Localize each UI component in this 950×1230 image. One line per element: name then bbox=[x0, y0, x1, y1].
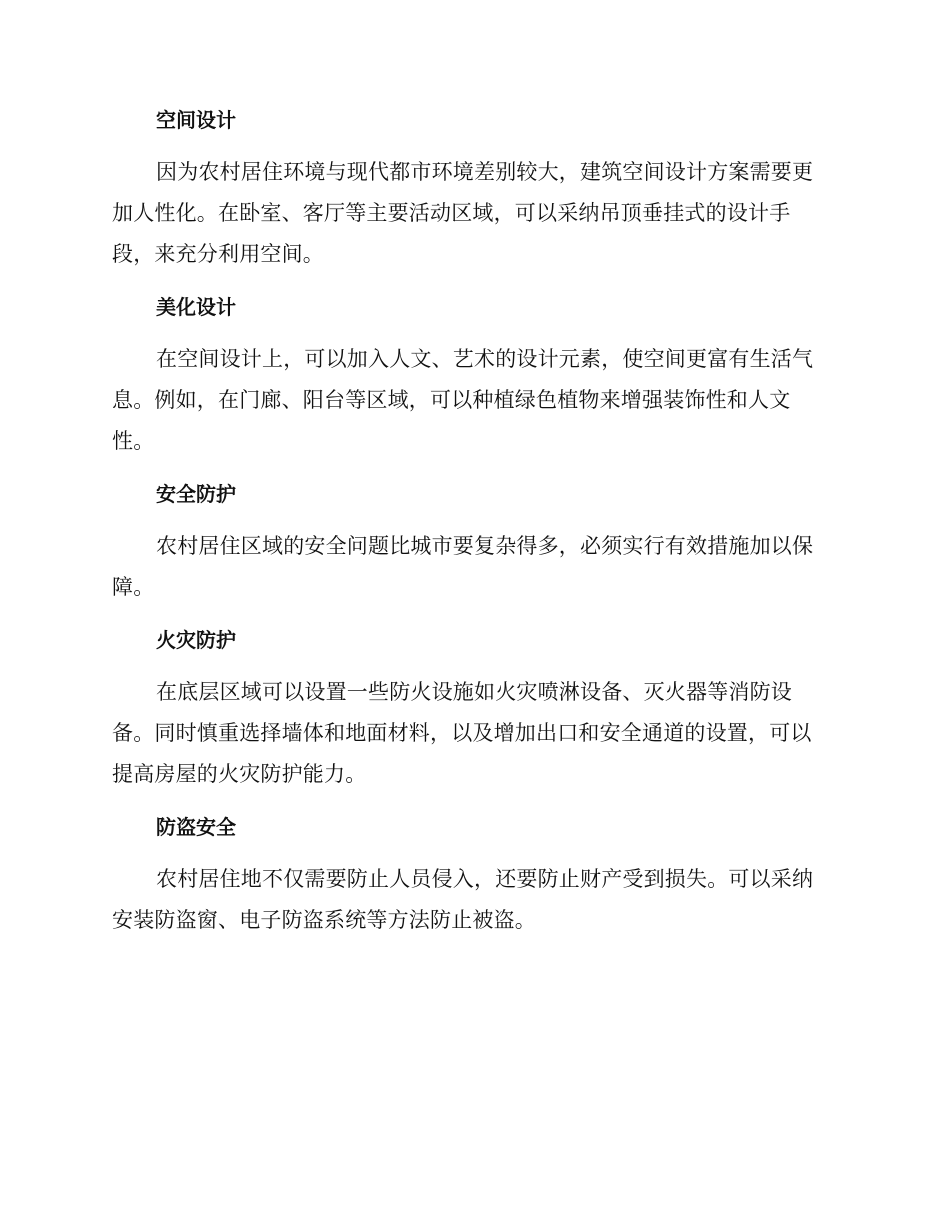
section-heading: 安全防护 bbox=[156, 482, 236, 506]
section-fire-protection bbox=[112, 626, 832, 795]
section-safety-protection bbox=[112, 480, 832, 608]
section-beautification-design bbox=[112, 293, 832, 462]
section-paragraph: 农村居住区域的安全问题比城市要复杂得多，必须实行有效措施加以保障。 bbox=[112, 534, 814, 599]
section-paragraph: 在空间设计上，可以加入人文、艺术的设计元素，使空间更富有生活气息。例如，在门廊、阳台等区域，可以种植绿色植物来增强装饰性和人文性。 bbox=[112, 347, 814, 453]
section-heading: 防盗安全 bbox=[156, 815, 236, 839]
document-page bbox=[112, 106, 832, 959]
section-space-design bbox=[112, 106, 832, 275]
section-paragraph: 在底层区域可以设置一些防火设施如火灾喷淋设备、灭火器等消防设备。同时慎重选择墙体和地面材料，以及增加出口和安全通道的设置，可以提高房屋的火灾防护能力。 bbox=[112, 680, 812, 786]
section-heading: 空间设计 bbox=[156, 108, 236, 132]
section-heading: 火灾防护 bbox=[156, 628, 236, 652]
section-heading: 美化设计 bbox=[156, 295, 236, 319]
section-paragraph: 农村居住地不仅需要防止人员侵入，还要防止财产受到损失。可以采纳安装防盗窗、电子防盗系统等方法防止被盗。 bbox=[112, 867, 814, 932]
section-anti-theft bbox=[112, 813, 832, 941]
section-paragraph: 因为农村居住环境与现代都市环境差别较大，建筑空间设计方案需要更加人性化。在卧室、客厅等主要活动区域，可以采纳吊顶垂挂式的设计手段，来充分利用空间。 bbox=[112, 160, 814, 266]
